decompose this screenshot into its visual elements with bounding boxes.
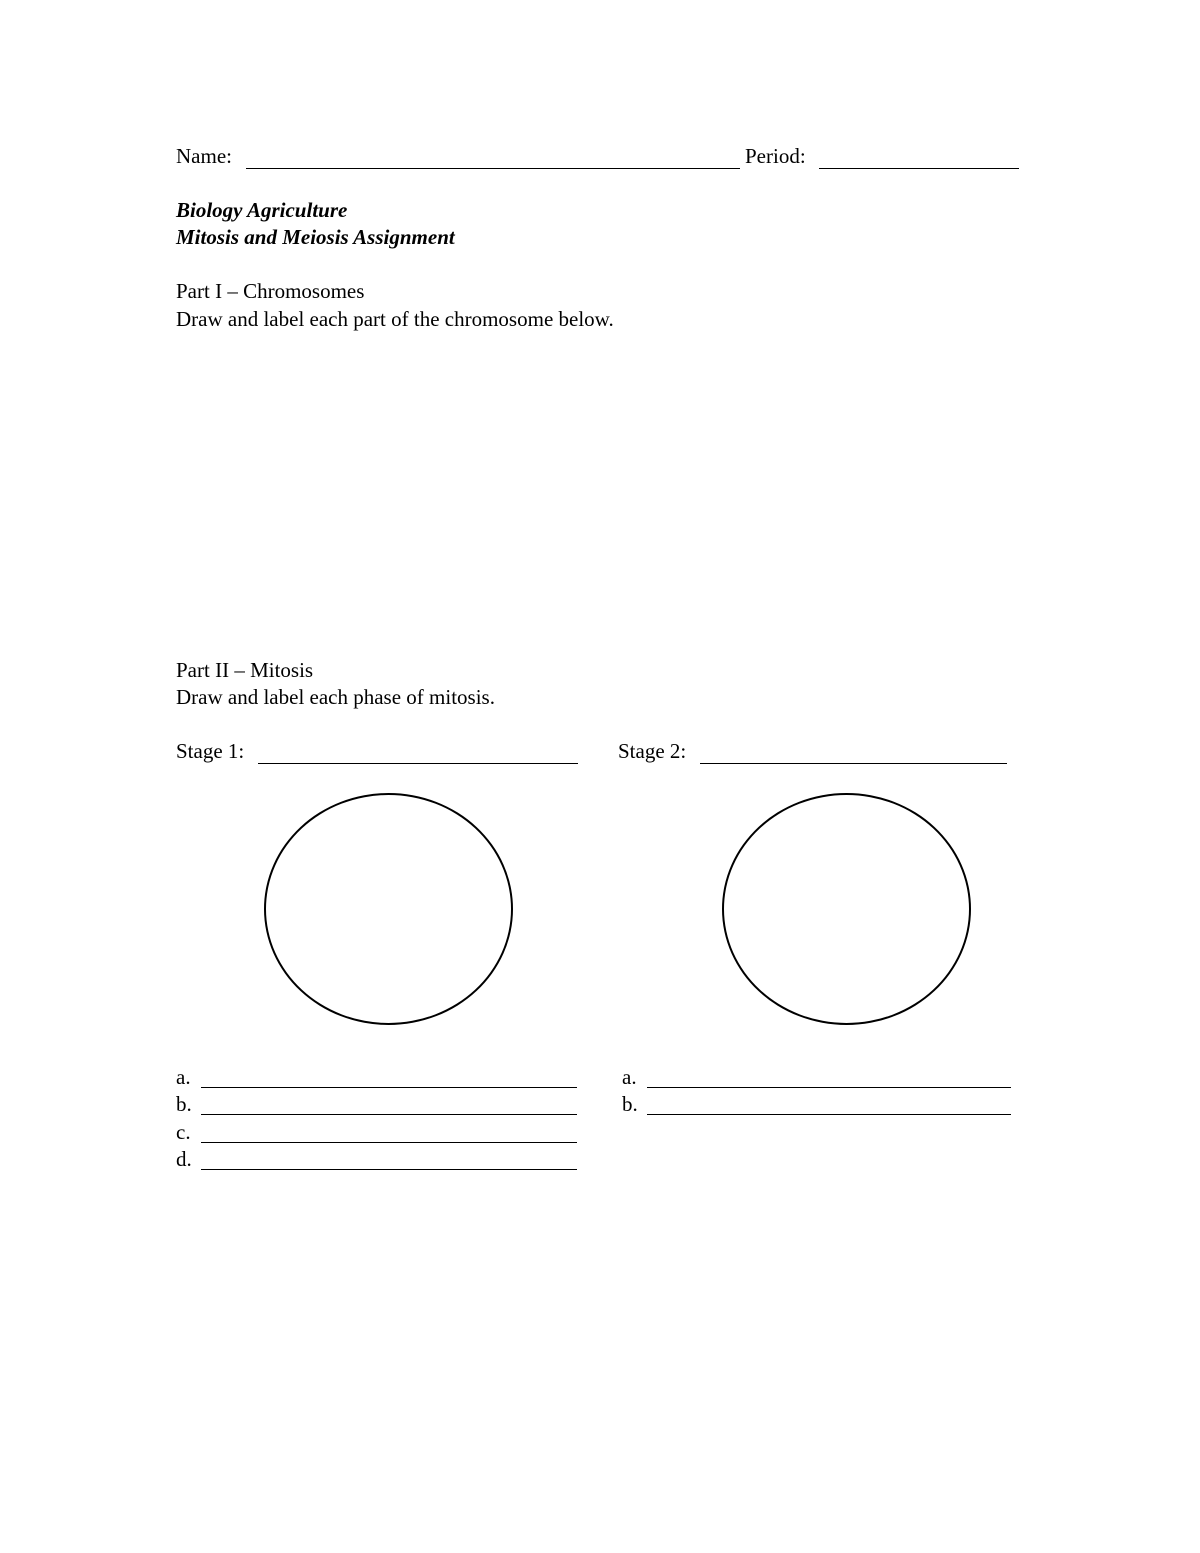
stage1-blank-c[interactable] <box>201 1142 577 1143</box>
stage2-blank-a-label: a. <box>622 1065 637 1089</box>
stage2-name-blank[interactable] <box>700 763 1007 764</box>
period-label: Period: <box>745 144 806 168</box>
stage1-blank-d[interactable] <box>201 1169 577 1170</box>
part1-heading: Part I – Chromosomes <box>176 279 365 303</box>
stage1-blank-d-label: d. <box>176 1147 192 1171</box>
course-title: Biology Agriculture <box>176 198 348 222</box>
stage1-cell-circle[interactable] <box>264 793 513 1025</box>
name-label: Name: <box>176 144 232 168</box>
assignment-title: Mitosis and Meiosis Assignment <box>176 225 455 249</box>
part1-instruction: Draw and label each part of the chromosome below. <box>176 307 614 331</box>
stage1-blank-a[interactable] <box>201 1087 577 1088</box>
stage2-blank-b-label: b. <box>622 1092 638 1116</box>
part2-heading: Part II – Mitosis <box>176 658 314 682</box>
stage2-blank-a[interactable] <box>647 1087 1011 1088</box>
chromosome-drawing-area[interactable] <box>176 345 1019 645</box>
stage1-name-blank[interactable] <box>258 763 578 764</box>
stage2-blank-b[interactable] <box>647 1114 1011 1115</box>
part2-instruction: Draw and label each phase of mitosis. <box>176 685 495 709</box>
name-blank[interactable] <box>246 168 740 169</box>
period-blank[interactable] <box>819 168 1019 169</box>
stage1-blank-b[interactable] <box>201 1114 577 1115</box>
stage1-blank-b-label: b. <box>176 1092 192 1116</box>
stage1-blank-c-label: c. <box>176 1120 191 1144</box>
stage2-cell-circle[interactable] <box>722 793 971 1025</box>
stage2-label: Stage 2: <box>618 739 687 763</box>
stage1-blank-a-label: a. <box>176 1065 191 1089</box>
stage1-label: Stage 1: <box>176 739 245 763</box>
